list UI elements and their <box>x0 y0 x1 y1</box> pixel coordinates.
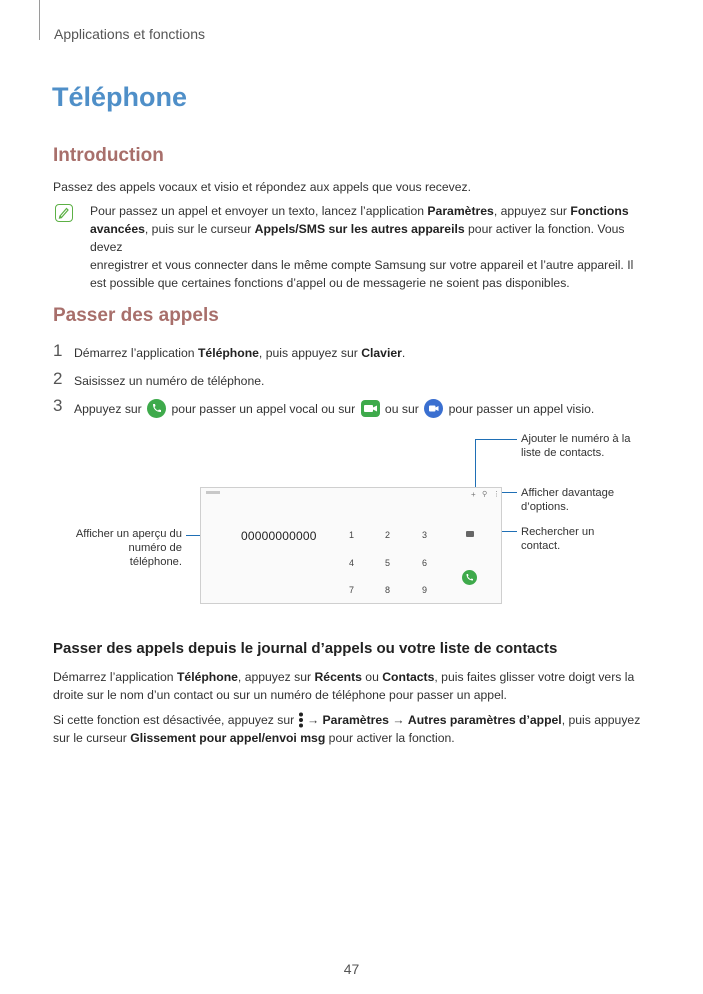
key-3: 3 <box>422 530 428 540</box>
log-paragraph-2 <box>53 711 673 747</box>
note-icon <box>55 204 73 222</box>
key-2: 2 <box>385 530 391 540</box>
log-p1-line-2: droite sur le nom d’un contact ou sur un numéro de téléphone pour passer un appel. <box>53 688 507 702</box>
log-p2-line-2: sur le curseur Glissement pour appel/envoi msg pour activer la fonction. <box>53 731 455 745</box>
intro-heading: Introduction <box>53 145 164 166</box>
step-2-number: 2 <box>53 369 63 388</box>
callout-add-line-1: Ajouter le numéro à la <box>521 433 631 445</box>
callout-add-line-2: liste de contacts. <box>521 447 605 459</box>
log-paragraph-1 <box>53 668 653 704</box>
key-7: 7 <box>349 585 355 595</box>
dialed-number: 00000000000 <box>241 529 317 543</box>
callout-number-preview <box>60 527 182 569</box>
callout-preview-line-3: téléphone. <box>129 556 182 568</box>
callout-search-line-1: Rechercher un <box>521 526 595 538</box>
leader-add-h <box>475 439 517 440</box>
key-4: 4 <box>349 558 355 568</box>
calls-heading: Passer des appels <box>53 305 219 326</box>
video-call-icon <box>361 400 380 417</box>
step-2-text: Saisissez un numéro de téléphone. <box>74 374 265 388</box>
step-1-text: Démarrez l’application Téléphone, puis appuyez sur Clavier. <box>74 346 406 360</box>
note-line-2: avancées, puis sur le curseur Appels/SMS sur les autres appareils pour activer la fonction. Vous devez <box>90 222 625 254</box>
note-line-1: Pour passez un appel et envoyer un texto, lancez l’application Paramètres, appuyez sur Fonctions <box>90 204 629 218</box>
page-number: 47 <box>343 961 360 977</box>
voice-call-icon <box>147 399 166 418</box>
key-5: 5 <box>385 558 391 568</box>
more-options-icon <box>298 712 304 728</box>
step-1-number: 1 <box>53 341 63 360</box>
duo-video-call-icon <box>424 399 443 418</box>
intro-text: Passez des appels vocaux et visio et répondez aux appels que vous recevez. <box>53 180 472 194</box>
callout-preview-line-2: numéro de <box>128 542 182 554</box>
log-p1-line-1: Démarrez l’application Téléphone, appuyez sur Récents ou Contacts, puis faites glisser votre doigt vers la <box>53 670 635 684</box>
callout-search-line-2: contact. <box>521 540 561 552</box>
running-title: Applications et fonctions <box>54 26 205 42</box>
callout-more-options <box>521 486 614 514</box>
key-8: 8 <box>385 585 391 595</box>
phone-screenshot <box>200 487 502 604</box>
step-3-text: Appuyez sur pour passer un appel vocal ou sur ou sur pour passer un appel visio. <box>74 399 594 418</box>
log-p2-line-1: Si cette fonction est désactivée, appuyez sur → Paramètres → Autres paramètres d’appel, puis appuyez <box>53 713 641 727</box>
callout-preview-line-1: Afficher un aperçu du <box>75 528 182 540</box>
log-heading: Passer des appels depuis le journal d’appels ou votre liste de contacts <box>53 640 558 657</box>
note-line-4: est possible que certaines fonctions d’appel ou de messagerie ne soient pas disponibles. <box>90 276 570 290</box>
margin-rule <box>39 0 40 40</box>
more-options-icon: ⋮ <box>493 491 500 498</box>
callout-more-line-2: d’options. <box>521 501 569 513</box>
add-contact-icon: + <box>471 490 476 499</box>
call-icon <box>462 570 477 585</box>
key-1: 1 <box>349 530 355 540</box>
note-text <box>90 202 660 292</box>
callout-search-contact <box>521 525 594 553</box>
note-line-3: enregistrer et vous connecter dans le même compte Samsung sur votre appareil et l’autre appareil. Il <box>90 258 634 272</box>
status-bar-text <box>206 491 220 494</box>
callout-more-line-1: Afficher davantage <box>521 487 615 499</box>
key-6: 6 <box>422 558 428 568</box>
callout-add-contact <box>521 432 630 460</box>
step-3-number: 3 <box>53 396 63 415</box>
page-title: Téléphone <box>52 82 188 112</box>
backspace-icon <box>466 531 474 537</box>
search-icon: ⚲ <box>482 491 488 498</box>
key-9: 9 <box>422 585 428 595</box>
leader-add-v <box>475 439 476 492</box>
